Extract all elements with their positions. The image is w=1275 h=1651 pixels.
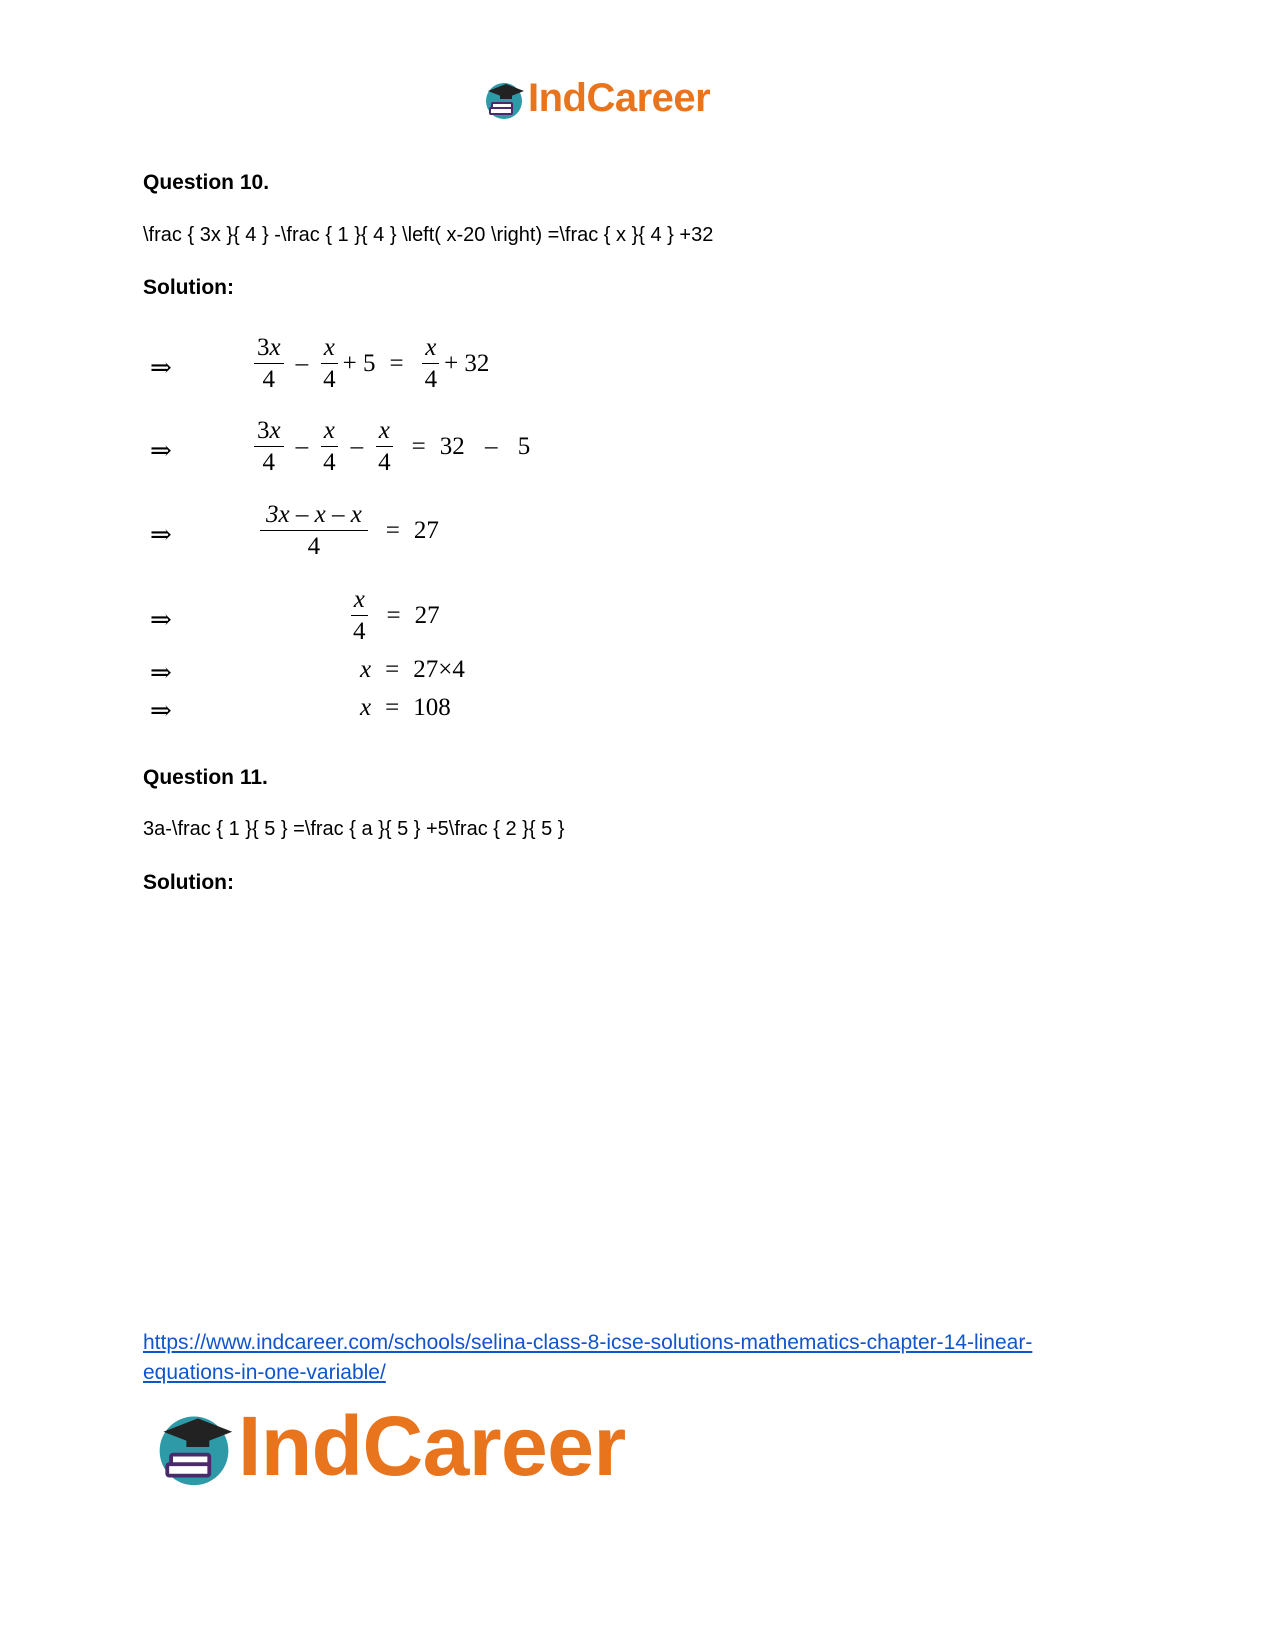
question-11-solution-label: Solution: — [143, 871, 234, 894]
fraction: $\frac{x}{4}$ — [350, 587, 369, 644]
implies-arrow-icon: ⇒ — [150, 605, 172, 635]
question-11-heading: Question 11. — [143, 766, 268, 789]
brand-wordmark: IndCareer — [238, 1399, 626, 1493]
header-logo — [482, 76, 710, 121]
solution-step-2: ⇒ $\frac{3x}{4}$ – $\frac{x}{4}$ – $\frac{x}{4}$ = 32 – 5 — [150, 417, 531, 476]
solution-step-1: ⇒ $\frac{3x}{4}$ – $\frac{x}{4}$ + 5 = $\frac{x}{4}$ + 32 — [150, 334, 490, 393]
implies-arrow-icon: ⇒ — [150, 696, 172, 726]
fraction: $\frac{3x}{4}$ — [254, 335, 284, 392]
fraction: $\frac{3x}{4}$ — [254, 418, 284, 475]
fraction: $\frac{x}{4}$ — [422, 335, 441, 392]
graduation-cap-globe-icon — [482, 77, 526, 121]
graduation-cap-globe-icon — [152, 1405, 236, 1489]
question-11-equation: 3a-\frac { 1 }{ 5 } =\frac { a }{ 5 } +5\frac { 2 }{ 5 } — [143, 818, 565, 840]
implies-arrow-icon: ⇒ — [150, 520, 172, 550]
question-10-solution-label: Solution: — [143, 276, 234, 299]
fraction: $\frac{3x - x - x}{4}$ — [260, 502, 368, 559]
footer-source-link[interactable]: https://www.indcareer.com/schools/selina-class-8-icse-solutions-mathematics-chapter-14-linear-equations-in-one-variable/ — [143, 1331, 1033, 1384]
solution-step-4: ⇒ $\frac{x}{4}$ = 27 — [150, 586, 440, 645]
footer-logo — [152, 1398, 626, 1495]
implies-arrow-icon: ⇒ — [150, 658, 172, 688]
fraction: $\frac{x}{4}$ — [320, 335, 339, 392]
implies-arrow-icon: ⇒ — [150, 353, 172, 383]
question-10-heading: Question 10. — [143, 171, 270, 194]
fraction: $\frac{x}{4}$ — [320, 418, 339, 475]
solution-step-3: ⇒ $\frac{3x - x - x}{4}$ = 27 — [150, 501, 439, 560]
implies-arrow-icon: ⇒ — [150, 436, 172, 466]
brand-wordmark: IndCareer — [528, 76, 711, 120]
solution-step-6: ⇒ x = 108 — [150, 694, 451, 726]
fraction: $\frac{x}{4}$ — [375, 418, 394, 475]
solution-step-5: ⇒ x = 27×4 — [150, 656, 465, 688]
question-10-equation: \frac { 3x }{ 4 } -\frac { 1 }{ 4 } \left( x-20 \right) =\frac { x }{ 4 } +32 — [143, 224, 714, 246]
